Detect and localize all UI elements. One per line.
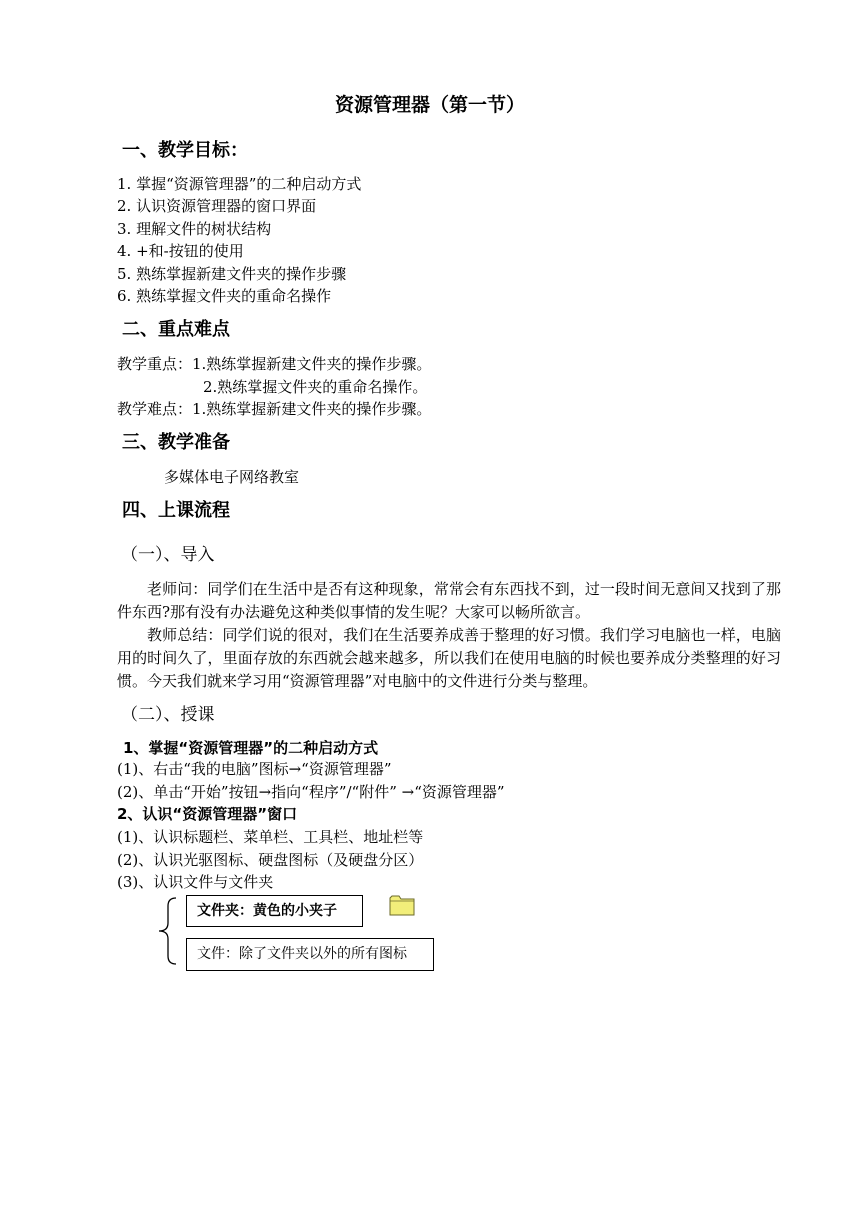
section-heading-preparation: 三、教学准备 [122, 432, 230, 453]
objective-item: 6. 熟练掌握文件夹的重命名操作 [117, 287, 332, 305]
subsection-teaching: （二）、授课 [121, 705, 215, 725]
section-heading-key-points: 二、重点难点 [122, 319, 230, 340]
paragraph-teacher-summary: 教师总结：同学们说的很对，我们在生活要养成善于整理的好习惯。我们学习电脑也一样，电脑用的时间久了，里面存放的东西就会越来越多，所以我们在使用电脑的时候也要养成分类整理的好习惯。今天我们就来学习用“资源管理器”对电脑中的文件进行分类与整理。 [117, 626, 781, 690]
preparation-text: 多媒体电子网络教室 [164, 468, 300, 486]
topic-heading: 2、认识“资源管理器”窗口 [117, 805, 298, 823]
section-heading-process: 四、上课流程 [122, 500, 230, 521]
topic-step: (2)、认识光驱图标、硬盘图标（及硬盘分区） [117, 851, 424, 869]
objective-item: 2. 认识资源管理器的窗口界面 [117, 197, 317, 215]
topic-step: (1)、右击“我的电脑”图标→“资源管理器” [117, 760, 392, 778]
folder-definition-box: 文件夹：黄色的小夹子 [186, 895, 363, 927]
difficulty-line: 教学难点：1.熟练掌握新建文件夹的操作步骤。 [117, 400, 432, 418]
page-title: 资源管理器（第一节） [334, 94, 525, 116]
section-heading-objectives: 一、教学目标： [122, 140, 248, 161]
key-point-line: 2.熟练掌握文件夹的重命名操作。 [203, 378, 428, 396]
objective-item: 4. +和-按钮的使用 [117, 242, 244, 260]
topic-step: (1)、认识标题栏、菜单栏、工具栏、地址栏等 [117, 828, 424, 846]
paragraph-teacher-question: 老师问：同学们在生活中是否有这种现象，常常会有东西找不到，过一段时间无意间又找到了那件东西?那有没有办法避免这种类似事情的发生呢？大家可以畅所欲言。 [117, 580, 781, 621]
left-brace [150, 896, 180, 966]
topic-heading: 1、掌握“资源管理器”的二种启动方式 [123, 739, 379, 757]
key-point-line: 教学重点：1.熟练掌握新建文件夹的操作步骤。 [117, 355, 432, 373]
topic-step: (2)、单击“开始”按钮→指向“程序”/“附件” →“资源管理器” [117, 783, 505, 801]
topic-step: (3)、认识文件与文件夹 [117, 873, 274, 891]
objective-item: 1. 掌握“资源管理器”的二种启动方式 [117, 175, 362, 193]
file-definition-box: 文件：除了文件夹以外的所有图标 [186, 938, 434, 971]
folder-icon [389, 894, 415, 916]
objective-item: 3. 理解文件的树状结构 [117, 220, 272, 238]
objective-item: 5. 熟练掌握新建文件夹的操作步骤 [117, 265, 347, 283]
subsection-intro: （一）、导入 [121, 545, 215, 565]
